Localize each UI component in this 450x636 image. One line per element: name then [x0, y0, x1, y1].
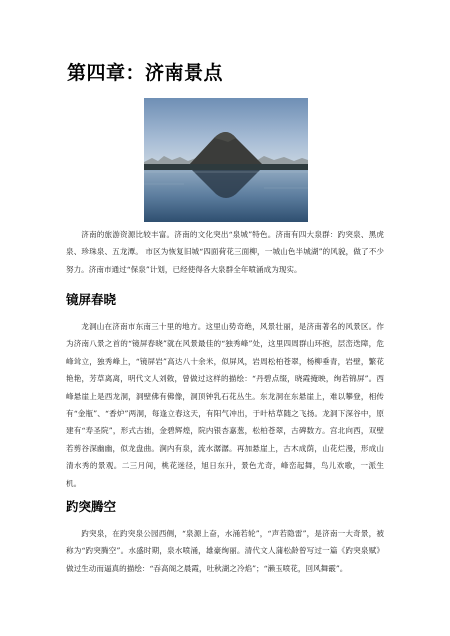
mountain-lake-photo — [144, 98, 308, 222]
section-heading-jingping: 镜屏春晓 — [66, 292, 117, 307]
intro-paragraph: 济南的旅游资源比较丰富。济南的文化突出“泉城”特色。济南有四大泉群：趵突泉、黑虎泉、珍珠泉、五龙潭。 市区为恢复旧城“四面荷花三面柳，一城山色半城湖”的风貌，做了不少努力。济南市通过“保泉”计划，已经使得各大泉群全年喷涌成为现实。 — [66, 230, 384, 274]
chapter-title: 第四章：济南景点 — [67, 62, 224, 84]
section-paragraph-baotu: 趵突泉，在趵突泉公园西侧，“泉源上奋，水涌若轮”，“声若隐雷”，是济南一大奇景，被称为“趵突腾空”。水盛时期，泉水喷涌，雄豪绚丽。清代文人蒲松龄曾写过一篇《趵突泉赋》做过生动而逼真的描绘：“吞高阁之晨霞，吐秋湖之冷焰”；“濑玉喷花，回风舞霰”。 — [66, 529, 384, 573]
section-heading-baotu: 趵突腾空 — [66, 499, 117, 514]
section-paragraph-jingping: 龙洞山在济南市东南三十里的地方。这里山势奇绝，风景壮丽，是济南著名的风景区。作为济南八景之首的“镜屏春晓”就在风景最佳的“独秀峰”处，这里四周群山环抱，层峦迭障，危峰耸立，独秀峰上，“镜屏岩”高达八十余米，似屏风，岩周松柏苍翠，杨柳垂青，岩壁，繁花艳艳，芳草离离，明代文人刘敕，曾做过这样的描绘：“丹碧点缀，晓霞掩映，绚若锦屏”。西峰悬崖上是西龙洞，洞壁佛有佛像，洞顶钟乳石花丛生。东龙洞在东悬崖上，难以攀登，相传有“金瓶”、“香炉”两洞，每逢立春这天，有阳气冲出，于叶枯草随之飞扬。龙洞下深谷中，原建有“寿圣院”，形式古拙，金碧辉煌，院内银杏嘉葱，松柏苍翠，古碑数方。宫北向西，双壁若剪谷深幽幽，似龙盘曲。涧内有泉，流水潺潺。再加悬崖上，古木成荫，山花烂漫，形成山清水秀的景观。二三月间，桃花迷径，旭日东升，景色尤奇，峰峦起舞，鸟儿欢歌，一派生机。 — [66, 322, 384, 488]
